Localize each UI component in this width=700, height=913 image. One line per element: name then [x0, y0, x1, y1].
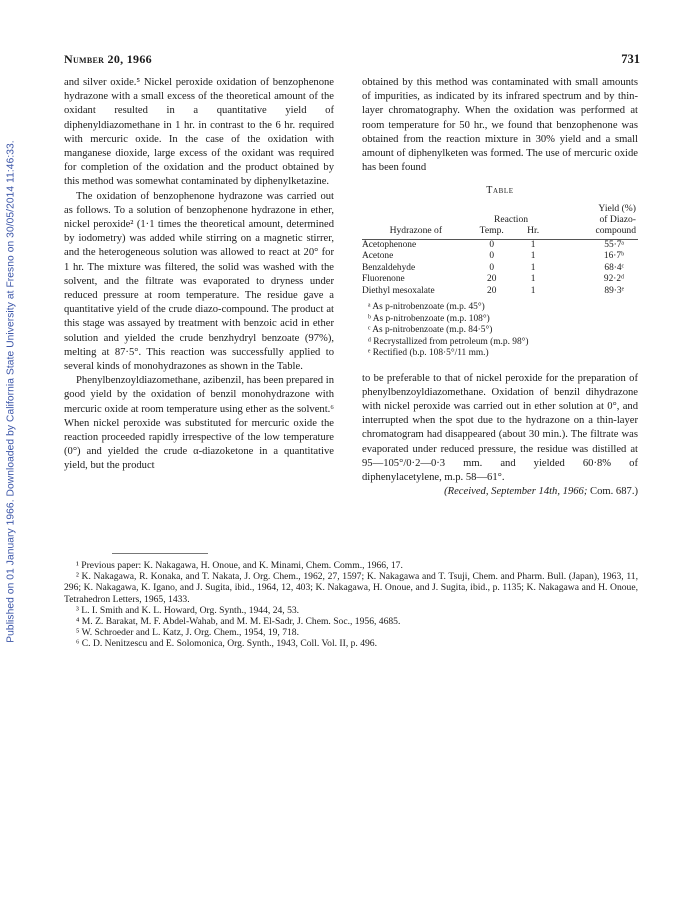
- right-column: [362, 76, 638, 499]
- cell-hr: 1: [530, 285, 536, 296]
- header-hr: Hr.: [527, 225, 540, 237]
- paragraph: to be preferable to that of nickel peroxide for the preparation of phenylbenzoyldiazomethane. Oxidation of benzil dihydrazone with nickel peroxide was carried out in ether solution at 0°, and interrupted when the spot due to the hydrazone on a thin-layer chromatogram had disappeared (about 30 min.). The filtrate was evaporated under reduced pressure, the residue was distilled at 95—105°/0·2—0·3 mm. and yielded 60·8% of diphenylacetylene, m.p. 58—61°.: [362, 372, 638, 483]
- cell-hydrazone: Fluorenone: [362, 274, 405, 285]
- header-yield-c: compound: [595, 225, 636, 237]
- table-footnote: ᵉ Rectified (b.p. 108·5°/11 mm.): [368, 348, 489, 359]
- paragraph: Phenylbenzoyldiazomethane, azibenzil, has been prepared in good yield by the oxidation of benzil monohydrazone with mercuric oxide at room temperature using ether as the solvent.⁶ When nickel peroxide was substituted for mercuric oxide the reaction proceeded rapidly irrespective of the low temperature (0°) and yielded the crude α-diazoketone in a quantitative yield, but the product: [64, 375, 334, 472]
- download-watermark: [0, 0, 22, 913]
- cell-temp: 0: [489, 262, 495, 273]
- running-header: [64, 52, 640, 68]
- received-date: [362, 485, 638, 499]
- cell-yield: 16·7ᵇ: [603, 251, 624, 262]
- cell-hr: 1: [530, 251, 536, 262]
- table-row: [362, 274, 638, 286]
- cell-hydrazone: Acetone: [362, 251, 394, 262]
- received-text: (Received, September 14th, 1966;: [444, 486, 588, 498]
- cell-hydrazone: Acetophenone: [362, 239, 417, 250]
- footnote-divider: [112, 553, 208, 554]
- references: [64, 560, 638, 650]
- cell-hydrazone: Diethyl mesoxalate: [362, 285, 435, 296]
- cell-hr: 1: [530, 239, 536, 250]
- table-title: Table: [486, 185, 514, 197]
- table-footnote: ᵈ Recrystallized from petroleum (m.p. 98°): [368, 336, 529, 347]
- header-reaction: Reaction: [493, 214, 529, 226]
- journal-issue: Number 20, 1966: [64, 52, 152, 66]
- results-table: [362, 203, 638, 297]
- header-temp: Temp.: [479, 225, 504, 237]
- left-column: [64, 76, 334, 474]
- table-row: [362, 251, 638, 263]
- header-yield-b: of Diazo-: [599, 214, 636, 226]
- reference-item: ³ L. I. Smith and K. L. Howard, Org. Synth., 1944, 24, 53.: [76, 604, 300, 616]
- table-footnote: ᵃ As p-nitrobenzoate (m.p. 45°): [368, 302, 485, 313]
- cell-temp: 0: [489, 251, 495, 262]
- cell-yield: 89·3ᵉ: [604, 285, 624, 296]
- cell-yield: 55·7ᵃ: [604, 239, 624, 250]
- table-footnote: ᵇ As p-nitrobenzoate (m.p. 108°): [368, 313, 490, 324]
- paragraph: and silver oxide.⁵ Nickel peroxide oxidation of benzophenone hydrazone with a small excess of the theoretical amount of the oxidant resulted in a quantitative yield of diphenyldiazomethane in 1 hr. in contrast to the 6 hr. required with mercuric oxide. In the case of the oxidation with manganese dioxide, large excess of the oxidant was required for completion of the oxidation and the product obtained by this method was somewhat contaminated by diphenylketazine.: [64, 77, 334, 188]
- table-row: [362, 263, 638, 275]
- download-watermark-text: Published on 01 January 1966. Downloaded by California State University at Fresno on 30/05/2014 11:46:33.: [5, 140, 17, 643]
- paragraph: The oxidation of benzophenone hydrazone was carried out as follows. To a solution of benzophenone hydrazone in ether, nickel peroxide² (1·1 times the theoretical amount, determined by iodometry) was added while stirring on a magnetic stirrer, and the heterogeneous solution was allowed to react at 20° for 1 hr. The mixture was filtered, the solid was washed with the solvent, and the filtrate was evaporated to dryness under reduced pressure at room temperature. The residue gave a quantitative yield of the crude diazo-compound. The product at this stage was assayed by treatment with benzoic acid in ether solution and yielded the crude benzhydryl benzoate (97%), melting at 87·5°. This reaction was successfully applied to several kinds of monohydrazones as shown in the Table.: [64, 190, 334, 373]
- table-row: [362, 239, 638, 251]
- page-number: 731: [621, 52, 640, 66]
- results-table-block: [362, 185, 638, 359]
- reference-item: ⁶ C. D. Nenitzescu and E. Solomonica, Org. Synth., 1943, Coll. Vol. II, p. 496.: [76, 638, 378, 650]
- table-row: [362, 286, 638, 298]
- reference-item: ⁴ M. Z. Barakat, M. F. Abdel-Wahab, and M. M. El-Sadr, J. Chem. Soc., 1956, 4685.: [76, 616, 401, 628]
- cell-temp: 20: [487, 274, 497, 285]
- cell-temp: 20: [487, 285, 497, 296]
- cell-yield: 92·2ᵈ: [603, 274, 624, 285]
- reference-item: ⁵ W. Schroeder and L. Katz, J. Org. Chem., 1954, 19, 718.: [76, 627, 299, 639]
- table-footnotes: [362, 302, 638, 359]
- table-footnote: ᶜ As p-nitrobenzoate (m.p. 84·5°): [368, 325, 493, 336]
- paragraph: obtained by this method was contaminated with small amounts of impurities, as indicated by its infrared spectrum and by thin-layer chromatography. When the oxidation was performed at room temperature for 50 hr., we found that benzophenone was obtained from the reaction mixture in 30% yield and a small amount of diphenylketen was formed. The use of mercuric oxide has been found: [362, 77, 638, 174]
- header-yield-a: Yield (%): [598, 203, 636, 215]
- cell-temp: 0: [489, 239, 495, 250]
- cell-hr: 1: [530, 274, 536, 285]
- communication-number: Com. 687.): [590, 486, 638, 498]
- reference-item: ¹ Previous paper: K. Nakagawa, H. Onoue, and K. Minami, Chem. Comm., 1966, 17.: [76, 560, 403, 571]
- cell-hydrazone: Benzaldehyde: [362, 262, 416, 273]
- cell-yield: 68·4ᶜ: [604, 262, 624, 273]
- header-hydrazone: Hydrazone of: [389, 225, 443, 237]
- reference-item: ² K. Nakagawa, R. Konaka, and T. Nakata, J. Org. Chem., 1962, 27, 1597; K. Nakagawa and T. Tsuji, Chem. and Pharm. Bull. (Japan), 1963, 11, 296; K. Nakagawa, K. Igano, and J. Sugita, ibid., 1964, 12, 403; K. Nakagawa, H. Onoue, and J. Sugita, ibid., p. 1135; K. Nakagawa and H. Onoue, Tetrahedron Letters, 1965, 1433.: [64, 571, 638, 605]
- cell-hr: 1: [530, 262, 536, 273]
